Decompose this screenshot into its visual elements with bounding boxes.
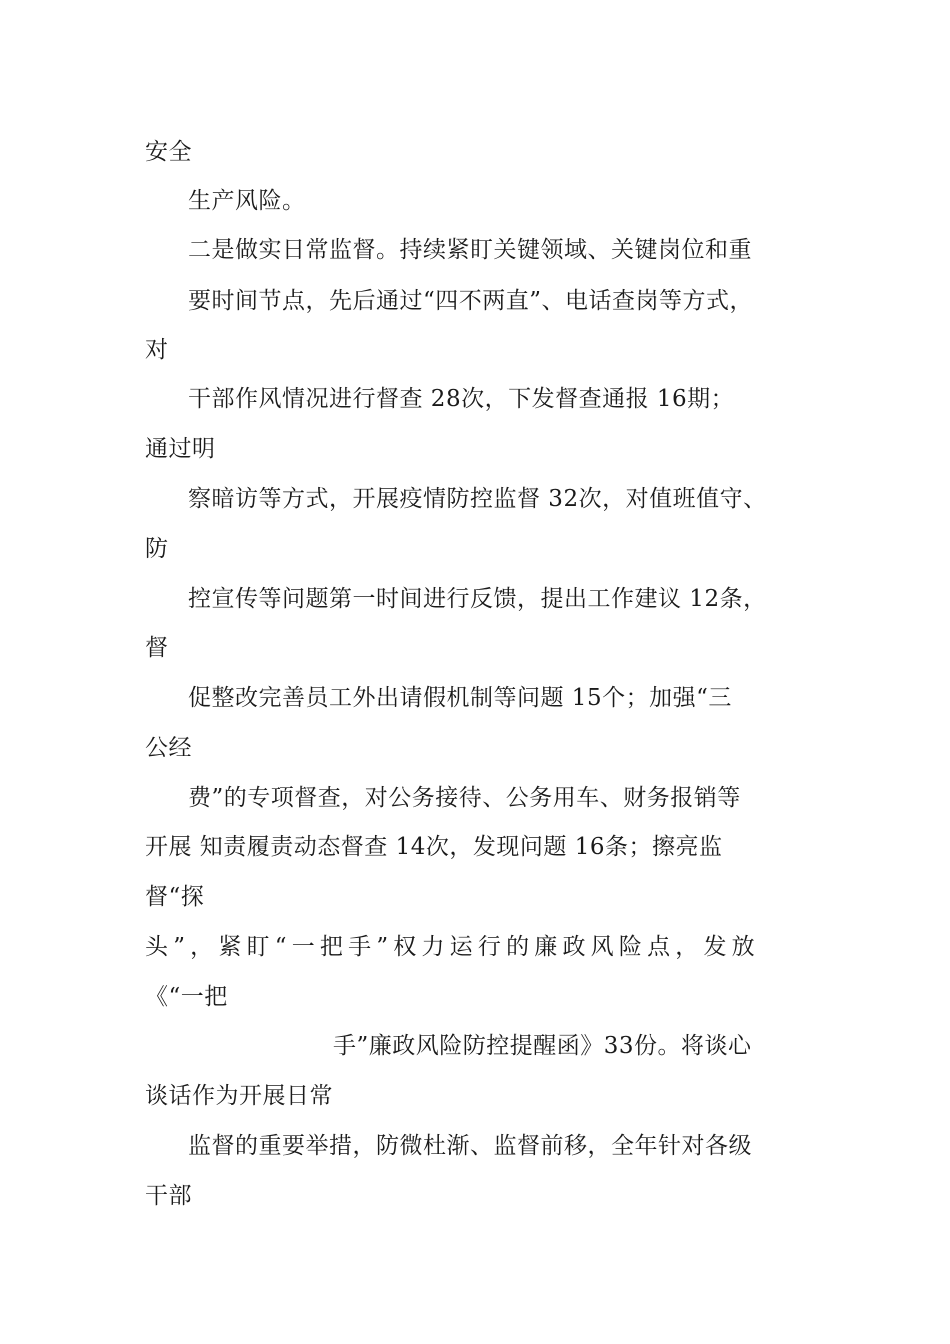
text-line: 防 [145, 536, 169, 562]
text-line: 监督的重要举措，防微杜渐、监督前移，全年针对各级 [188, 1133, 752, 1159]
text-line: 通过明 [145, 436, 216, 462]
text-line: 督“探 [145, 884, 205, 910]
text-line: 干部 [145, 1183, 192, 1209]
text-line: 督 [145, 635, 169, 661]
text-line: 要时间节点，先后通过“四不两直”、电话查岗等方式， [188, 288, 754, 314]
text-line: 干部作风情况进行督查 28次，下发督查通报 16期； [188, 386, 735, 412]
text-line: 开展 知责履责动态督查 14次，发现问题 16条；擦亮监 [145, 834, 723, 860]
text-line: 费”的专项督查，对公务接待、公务用车、财务报销等 [188, 785, 741, 811]
text-line: 公经 [145, 735, 192, 761]
text-line: 对 [145, 337, 169, 363]
text-line: 头”，紧盯“一把手”权力运行的廉政风险点，发放 [145, 934, 760, 960]
text-line: 察暗访等方式，开展疫情防控监督 32次，对值班值守、 [188, 486, 767, 512]
text-line: 安全 [145, 139, 192, 165]
text-line: 《“一把 [145, 984, 228, 1010]
text-line: 生产风险。 [188, 188, 306, 214]
text-line: 促整改完善员工外出请假机制等问题 15个；加强“三 [188, 685, 732, 711]
text-line: 控宣传等问题第一时间进行反馈，提出工作建议 12条， [188, 586, 767, 612]
text-line: 二是做实日常监督。持续紧盯关键领域、关键岗位和重 [188, 237, 752, 263]
text-line: 谈话作为开展日常 [145, 1083, 333, 1109]
text-line: 手”廉政风险防控提醒函》33份。将谈心 [333, 1033, 752, 1059]
